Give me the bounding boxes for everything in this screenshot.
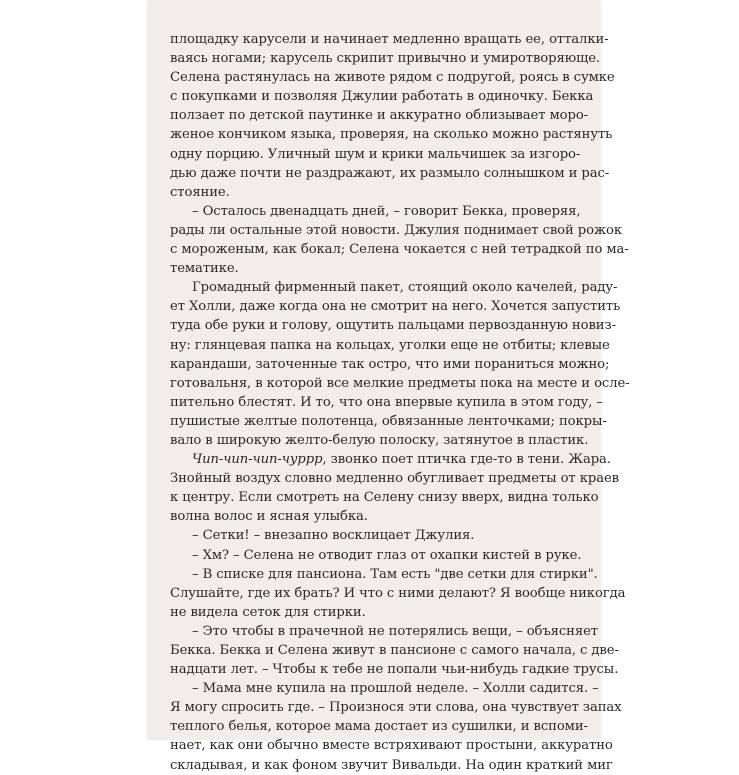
text-line: к центру. Если смотреть на Селену снизу вверх, видна только (170, 490, 599, 506)
text-line: Слушайте, где их брать? И что с ними делают? Я вообще никогда (170, 585, 626, 601)
page-text (170, 30, 630, 775)
text-line: Знойный воздух словно медленно обугливает предметы от краев (170, 471, 619, 487)
text-line: дью даже почти не раздражают, их размыло солнышком и рас- (170, 165, 610, 181)
text-line: – Мама мне купила на прошлой неделе. – Холли садится. – (192, 681, 599, 697)
text-line: ваясь ногами; карусель скрипит привычно и умиротворяюще. (170, 51, 601, 67)
text-line: складывая, и как фоном звучит Вивальди. На один краткий миг (170, 757, 613, 773)
text-line: площадку карусели и начинает медленно вращать ее, отталки- (170, 32, 609, 47)
text-line: – Хм? – Селена не отводит глаз от охапки кистей в руке. (192, 547, 582, 563)
text-line: Я могу спросить где. – Произнося эти слова, она чувствует запах (170, 700, 622, 716)
text-line: – В списке для пансиона. Там есть "две сетки для стирки". (192, 566, 598, 582)
text-line: с покупками и позволяя Джулии работать в одиночку. Бекка (170, 89, 594, 105)
text-line: – Это чтобы в прачечной не потерялись вещи, – объясняет (192, 623, 598, 639)
text-line: пительно блестят. И то, что она впервые купила в этом году, – (170, 394, 603, 410)
italic-text: Чип-чип-чип-чуррр (192, 452, 323, 468)
text-line: рады ли остальные этой новости. Джулия поднимает свой рожок (170, 222, 622, 238)
text-line: пушистые желтые полотенца, обвязанные ленточками; покры- (170, 413, 607, 429)
book-page (148, 0, 630, 773)
text-line: нает, как они обычно вместе встряхивают простыни, аккуратно (170, 738, 613, 754)
text-line: не видела сеток для стирки. (170, 604, 366, 620)
text-line: Бекка. Бекка и Селена живут в пансионе с самого начала, с две- (170, 643, 619, 658)
text-line: Селена растянулась на животе рядом с подругой, роясь в сумке (170, 70, 615, 86)
text-line: с мороженым, как бокал; Селена чокается с ней тетрадкой по ма- (170, 242, 629, 258)
text-line: – Сетки! – внезапно восклицает Джулия. (192, 528, 475, 544)
text-line: Громадный фирменный пакет, стоящий около качелей, раду- (192, 280, 618, 296)
text-line: надцати лет. – Чтобы к тебе не попали чьи-нибудь гадкие трусы. (170, 662, 619, 678)
text-line: Чип-чип-чип-чуррр, звонко поет птичка где-то в тени. Жара. (192, 452, 611, 468)
text-line: ет Холли, даже когда она не смотрит на него. Хочется запустить (170, 299, 621, 315)
text-line: тематике. (170, 261, 239, 277)
text-line: теплого белья, которое мама достает из сушилки, и вспоми- (170, 719, 588, 735)
text-line: женое кончиком языка, проверяя, на сколько можно растянуть (170, 127, 613, 143)
text-line: карандаши, заточенные так остро, что ими пораниться можно; (170, 356, 610, 372)
text-line: стояние. (170, 184, 230, 200)
text-line: волна волос и ясная улыбка. (170, 509, 368, 525)
text-line: туда обе руки и голову, ощутить пальцами первозданную новиз- (170, 318, 616, 334)
text-line: вало в широкую желто-белую полоску, затянутое в пластик. (170, 432, 589, 448)
text-line: – Осталось двенадцать дней, – говорит Бекка, проверяя, (192, 203, 581, 219)
text-line: ползает по детской паутинке и аккуратно облизывает моро- (170, 108, 589, 124)
text-line: ну: глянцевая папка на кольцах, уголки еще не отбиты; клевые (170, 337, 610, 353)
text-line: готовальня, в которой все мелкие предметы пока на месте и осле- (170, 375, 630, 391)
text-line: одну порцию. Уличный шум и крики мальчишек за изгоро- (170, 146, 581, 162)
